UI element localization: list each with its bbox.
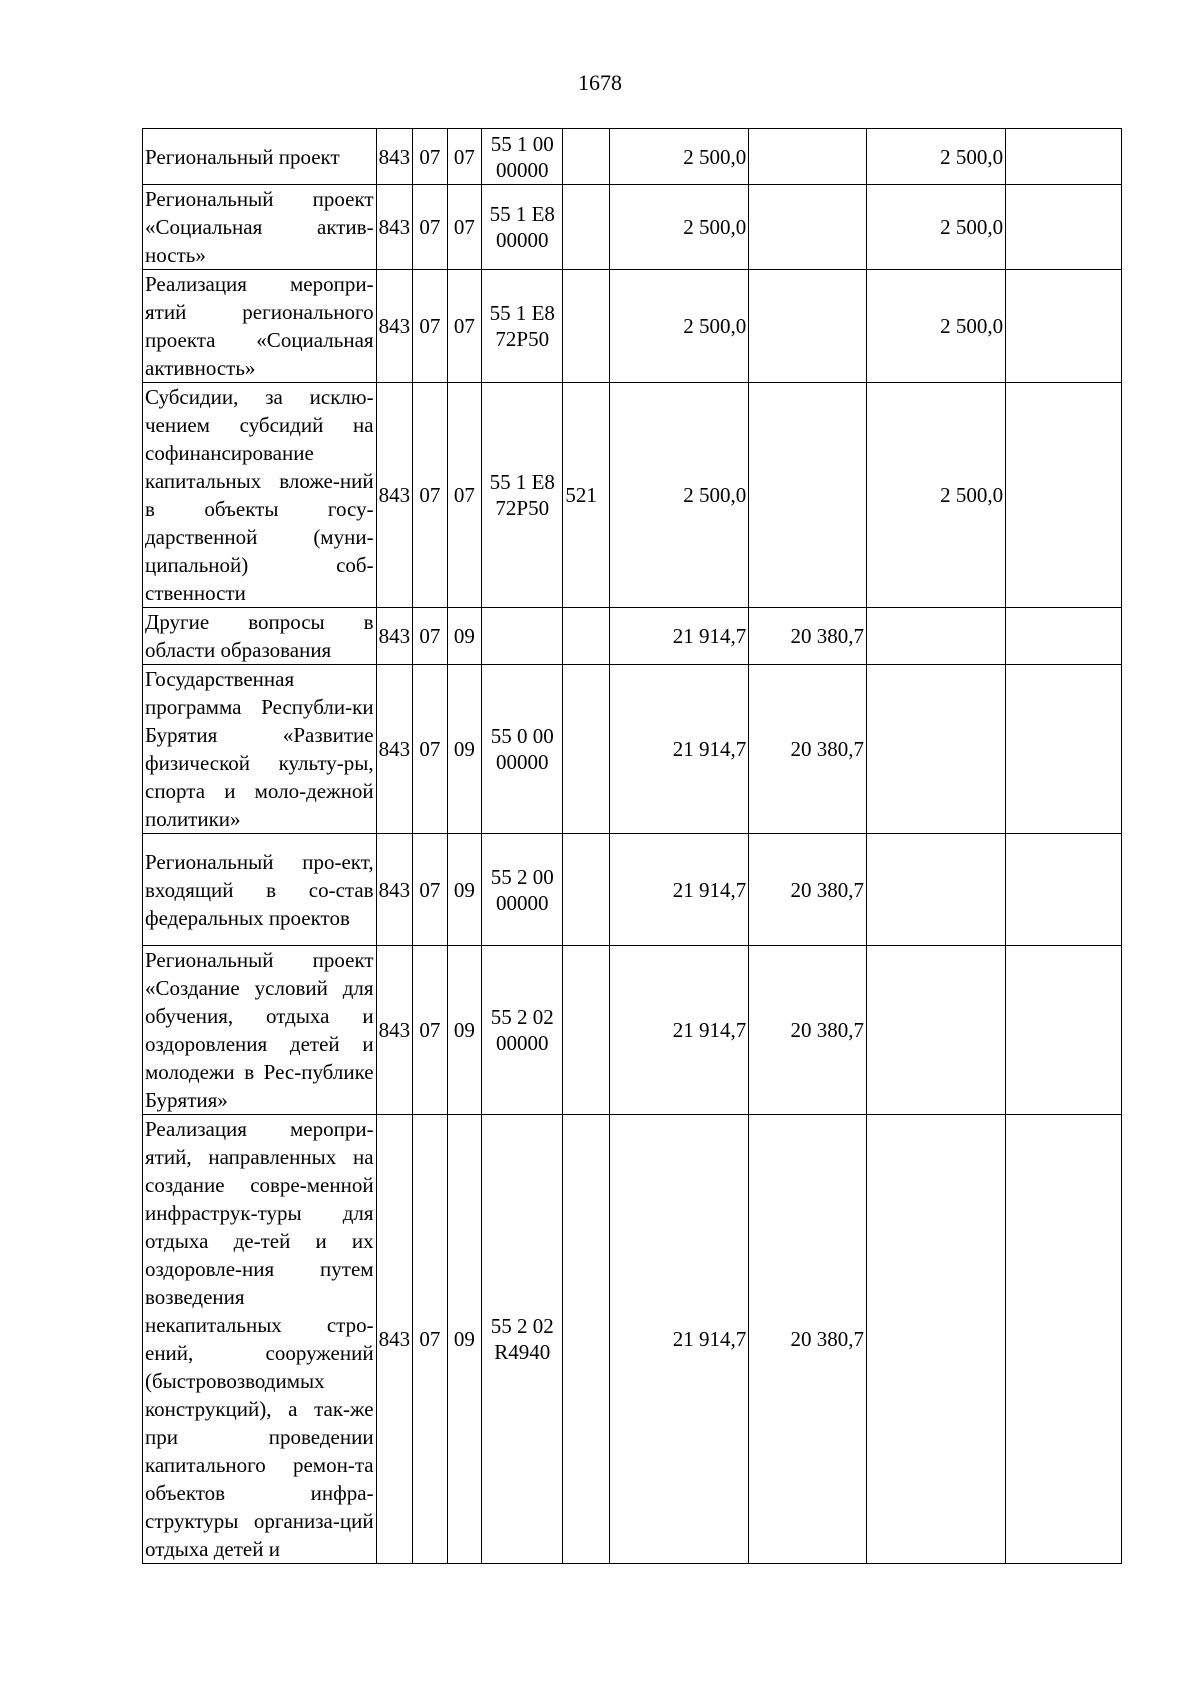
amount-2024 — [867, 665, 1006, 834]
target-article-code — [482, 185, 563, 270]
ministry-code: 843 — [376, 270, 413, 383]
expense-type-code — [563, 185, 610, 270]
row-name: Региональный проект — [143, 129, 377, 185]
amount-2024-federal — [1006, 946, 1122, 1115]
amount-2024: 2 500,0 — [867, 129, 1006, 185]
section-code: 07 — [413, 1115, 448, 1564]
section-code: 07 — [413, 665, 448, 834]
amount-2023-federal: 20 380,7 — [749, 946, 867, 1115]
target-article-code — [482, 1115, 563, 1564]
section-code: 07 — [413, 129, 448, 185]
expense-type-code — [563, 608, 610, 665]
ministry-code: 843 — [376, 665, 413, 834]
table-row — [143, 383, 1122, 608]
section-code: 07 — [413, 185, 448, 270]
expense-type-code — [563, 665, 610, 834]
target-article-code — [482, 129, 563, 185]
amount-2023-federal — [749, 129, 867, 185]
table-row — [143, 946, 1122, 1115]
section-code: 07 — [413, 270, 448, 383]
amount-2023: 2 500,0 — [610, 383, 749, 608]
table-row — [143, 1115, 1122, 1564]
ministry-code: 843 — [376, 383, 413, 608]
table-row — [143, 129, 1122, 185]
target-article-line-1: 55 2 00 — [490, 864, 554, 889]
target-article-code — [482, 383, 563, 608]
ministry-code: 843 — [376, 834, 413, 946]
amount-2023: 21 914,7 — [610, 946, 749, 1115]
target-article-line-2: 72P50 — [495, 327, 550, 351]
subsection-code: 07 — [447, 383, 482, 608]
amount-2023: 21 914,7 — [610, 1115, 749, 1564]
amount-2024 — [867, 946, 1006, 1115]
target-article-line-1: 55 1 00 — [490, 131, 554, 156]
expense-type-code — [563, 129, 610, 185]
amount-2023-federal — [749, 185, 867, 270]
ministry-code: 843 — [376, 608, 413, 665]
subsection-code: 07 — [447, 185, 482, 270]
row-name: Государственная программа Республи-ки Бурятия «Развитие физической культу-ры, спорта и моло-дежной политики» — [143, 665, 377, 834]
ministry-code: 843 — [376, 185, 413, 270]
expense-type-code — [563, 946, 610, 1115]
target-article-code — [482, 270, 563, 383]
amount-2024: 2 500,0 — [867, 383, 1006, 608]
target-article-code — [482, 608, 563, 665]
subsection-code: 09 — [447, 665, 482, 834]
amount-2024 — [867, 1115, 1006, 1564]
budget-table-body — [143, 129, 1122, 1564]
budget-table — [142, 128, 1122, 1564]
target-article-code — [482, 834, 563, 946]
expense-type-code — [563, 1115, 610, 1564]
target-article-line-1: 55 0 00 — [490, 724, 554, 748]
table-row — [143, 270, 1122, 383]
amount-2023-federal — [749, 383, 867, 608]
target-article-line-2: 00000 — [496, 157, 549, 182]
target-article-code — [482, 665, 563, 834]
ministry-code: 843 — [376, 1115, 413, 1564]
amount-2023: 2 500,0 — [610, 185, 749, 270]
amount-2023-federal — [749, 270, 867, 383]
table-row — [143, 834, 1122, 946]
target-article-line-2: 00000 — [496, 890, 549, 915]
target-article-line-1: 55 2 02 — [490, 1314, 554, 1338]
target-article-line-2: 00000 — [496, 1031, 549, 1055]
section-code: 07 — [413, 946, 448, 1115]
ministry-code: 843 — [376, 946, 413, 1115]
expense-type-code — [563, 834, 610, 946]
amount-2023-federal: 20 380,7 — [749, 608, 867, 665]
target-article-line-1: 55 1 E8 — [489, 202, 555, 226]
amount-2023: 2 500,0 — [610, 129, 749, 185]
amount-2024-federal — [1006, 185, 1122, 270]
amount-2023: 21 914,7 — [610, 834, 749, 946]
row-name: Субсидии, за исклю-чением субсидий на софинансирование капитальных вложе-ний в объекты госу-дарственной (муни-ципальной) соб-ственности — [143, 383, 377, 608]
subsection-code: 09 — [447, 608, 482, 665]
amount-2024-federal — [1006, 270, 1122, 383]
amount-2024-federal — [1006, 608, 1122, 665]
target-article-line-2: R4940 — [494, 1340, 551, 1364]
amount-2024-federal — [1006, 383, 1122, 608]
amount-2024-federal — [1006, 665, 1122, 834]
target-article-line-2: 72P50 — [495, 496, 550, 520]
section-code: 07 — [413, 834, 448, 946]
amount-2023-federal: 20 380,7 — [749, 665, 867, 834]
row-name: Региональный проект «Создание условий для обучения, отдыха и оздоровления детей и молодежи в Рес-публике Бурятия» — [143, 946, 377, 1115]
target-article-line-2: 00000 — [496, 750, 549, 774]
amount-2024: 2 500,0 — [867, 270, 1006, 383]
amount-2023-federal: 20 380,7 — [749, 834, 867, 946]
page-number: 1678 — [578, 70, 622, 95]
amount-2024-federal — [1006, 834, 1122, 946]
amount-2024 — [867, 834, 1006, 946]
subsection-code: 07 — [447, 129, 482, 185]
amount-2023: 21 914,7 — [610, 608, 749, 665]
amount-2023-federal: 20 380,7 — [749, 1115, 867, 1564]
expense-type-code — [563, 270, 610, 383]
amount-2024-federal — [1006, 1115, 1122, 1564]
row-name: Региональный про-ект, входящий в со-став федеральных проектов — [143, 834, 377, 946]
row-name: Реализация меропри-ятий, направленных на создание совре-менной инфраструк-туры для отдыха де-тей и их оздоровле-ния путем возведения некапитальных стро-ений, сооружений (быстровозводимых конструкций), а так-же при проведении капитального ремон-та объектов инфра-структуры организа-ций отдыха детей и — [143, 1115, 377, 1564]
subsection-code: 09 — [447, 946, 482, 1115]
amount-2024-federal — [1006, 129, 1122, 185]
amount-2023: 2 500,0 — [610, 270, 749, 383]
row-name: Региональный проект «Социальная актив-ность» — [143, 185, 377, 270]
target-article-code — [482, 946, 563, 1115]
table-row — [143, 608, 1122, 665]
amount-2024 — [867, 608, 1006, 665]
subsection-code: 09 — [447, 834, 482, 946]
expense-type-code: 521 — [563, 383, 610, 608]
row-name: Реализация меропри-ятий регионального проекта «Социальная активность» — [143, 270, 377, 383]
amount-2023: 21 914,7 — [610, 665, 749, 834]
row-name: Другие вопросы в области образования — [143, 608, 377, 665]
amount-2024: 2 500,0 — [867, 185, 1006, 270]
table-row — [143, 185, 1122, 270]
target-article-line-2: 00000 — [496, 228, 549, 252]
target-article-line-1: 55 1 E8 — [489, 301, 555, 325]
table-row — [143, 665, 1122, 834]
section-code: 07 — [413, 608, 448, 665]
ministry-code: 843 — [376, 129, 413, 185]
target-article-line-1: 55 2 02 — [490, 1005, 554, 1029]
subsection-code: 07 — [447, 270, 482, 383]
target-article-line-1: 55 1 E8 — [489, 470, 555, 494]
section-code: 07 — [413, 383, 448, 608]
subsection-code: 09 — [447, 1115, 482, 1564]
